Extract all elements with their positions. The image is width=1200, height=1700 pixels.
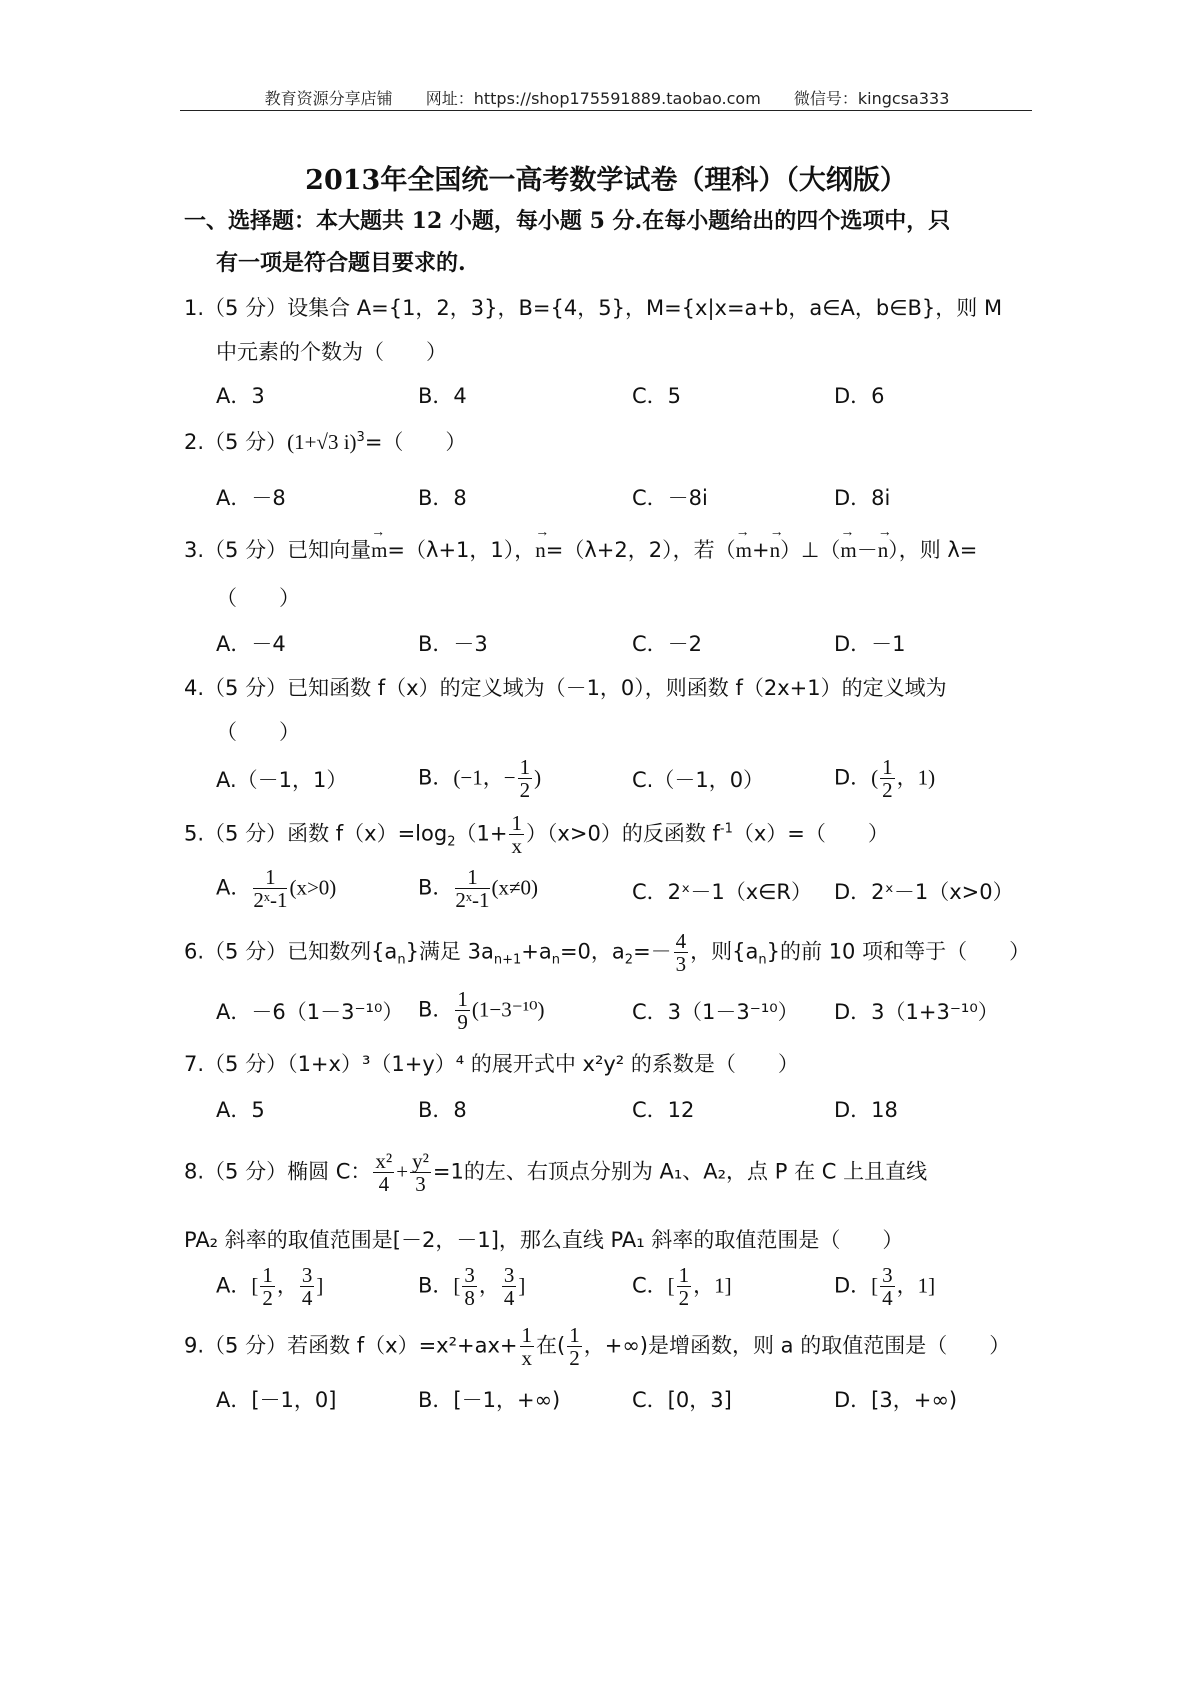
- q3-text-part: －: [856, 538, 878, 562]
- question-8-text: [184, 1150, 927, 1195]
- numerator: 1: [262, 1263, 273, 1287]
- numerator: 3: [882, 1263, 893, 1287]
- option-label: B．: [418, 875, 454, 900]
- question-1-text-cont: 中元素的个数为（ ）: [216, 340, 447, 364]
- fraction: [518, 756, 533, 801]
- question-8-options: [216, 1264, 1056, 1318]
- fraction: [260, 1264, 275, 1309]
- option-label: C．: [632, 1273, 668, 1298]
- question-8-text-cont: PA₂ 斜率的取值范围是[－2，－1]，那么直线 PA₁ 斜率的取值范围是（ ）: [184, 1228, 904, 1252]
- q6-text-part: =0，a: [559, 939, 625, 964]
- q7-option-a: A．5: [216, 1098, 265, 1122]
- q3-text-part: ）⊥（: [780, 538, 841, 562]
- q1-option-a: A．3: [216, 384, 265, 408]
- numerator: 1: [457, 987, 468, 1011]
- q2-expr: (1+√3 i): [287, 430, 357, 454]
- q4-option-b: [418, 756, 541, 801]
- numerator: 1: [519, 755, 531, 779]
- q9-option-d: D．[3，+∞): [834, 1388, 958, 1412]
- q5-option-b: [418, 866, 538, 911]
- page-header: [182, 86, 1032, 109]
- subscript: n: [397, 952, 406, 968]
- option-label: A．: [216, 1273, 252, 1298]
- vector-n: → n: [878, 538, 889, 563]
- plus-sign: +: [396, 1159, 409, 1184]
- fraction: [253, 866, 287, 911]
- fraction: [410, 1150, 431, 1195]
- q3-text-part: 3.（5 分）已知向量: [184, 538, 372, 562]
- subscript: n+1: [493, 952, 522, 968]
- q2-prefix: 2.（5 分）: [184, 430, 288, 454]
- q9-option-c: C．[0，3]: [632, 1388, 732, 1412]
- q1-option-b: B．4: [418, 384, 467, 408]
- question-3-text: [184, 534, 977, 564]
- q8-option-a: A．[ $\frac{1}{2}$ ， $\frac{3}{4}$ ]: [216, 1263, 324, 1311]
- fraction: [880, 1264, 895, 1309]
- vector-m: → m: [736, 538, 752, 563]
- denominator: 4: [301, 1286, 313, 1311]
- q6-option-c: C．3（1－3⁻¹⁰）: [632, 1000, 799, 1024]
- question-1-options: [216, 380, 1056, 420]
- q1-option-d: D．6: [834, 384, 885, 408]
- denominator: 2: [882, 778, 893, 803]
- q4-option-d: [834, 756, 935, 801]
- q2-option-b: B．8: [418, 486, 467, 510]
- option-label: B．: [418, 1273, 454, 1298]
- q5-option-d: D．2ˣ－1（x>0）: [834, 880, 1014, 904]
- q9-text-part: 在(: [536, 1333, 566, 1358]
- question-5-options: [216, 866, 1056, 920]
- fraction: [502, 1264, 517, 1309]
- shop-url: 网址：https://shop175591889.taobao.com: [425, 89, 761, 108]
- q3-option-d: D．－1: [834, 632, 906, 656]
- q7-option-c: C．12: [632, 1098, 695, 1122]
- q7-option-d: D．18: [834, 1098, 898, 1122]
- q3-option-a: A．－4: [216, 632, 286, 656]
- question-4-text: 4.（5 分）已知函数 f（x）的定义域为（－1，0），则函数 f（2x+1）的定义域为: [184, 676, 947, 700]
- q3-text-part: =（λ+2，2），若（: [545, 538, 736, 562]
- q3-option-b: B．－3: [418, 632, 488, 656]
- option-label: B．: [418, 997, 454, 1022]
- numerator: 4: [675, 929, 687, 953]
- q7-option-b: B．8: [418, 1098, 467, 1122]
- header-divider: [180, 110, 1032, 111]
- denominator: 2ˣ-1: [253, 888, 288, 913]
- numerator: 1: [882, 755, 893, 779]
- vector-n: → n: [535, 538, 546, 563]
- denominator: 4: [882, 1286, 893, 1311]
- q3-text-part: +: [751, 538, 770, 562]
- numerator: 3: [301, 1263, 313, 1287]
- q8-option-d: D．[ $\frac{3}{4}$ ，1]: [834, 1263, 936, 1311]
- denominator: 2ˣ-1: [455, 888, 490, 913]
- section-heading-line1: 一、选择题：本大题共 12 小题，每小题 5 分.在每小题给出的四个选项中，只: [184, 208, 951, 234]
- q6-option-a: A．－6（1－3⁻¹⁰）: [216, 1000, 404, 1024]
- numerator: x²: [375, 1149, 393, 1173]
- q6-option-b: [418, 988, 545, 1033]
- denominator: 3: [675, 952, 687, 977]
- log-base: 2: [447, 834, 456, 850]
- fraction: [462, 1264, 477, 1309]
- q6-text-part: +a: [521, 939, 552, 964]
- subscript: n: [551, 952, 560, 968]
- fraction: [677, 1264, 692, 1309]
- fraction: [300, 1264, 315, 1309]
- question-2-text: [184, 426, 466, 456]
- inverse-exponent: -1: [719, 821, 733, 837]
- q2-option-a: A．－8: [216, 486, 286, 510]
- q1-option-c: C．5: [632, 384, 682, 408]
- q6-text-part: =－: [633, 939, 672, 964]
- numerator: 3: [503, 1263, 515, 1287]
- q5-text-part: （1+: [455, 821, 508, 846]
- denominator: 2: [519, 778, 531, 803]
- fraction: [880, 756, 895, 801]
- question-6-text: [184, 930, 1030, 975]
- numerator: 3: [464, 1263, 475, 1287]
- question-5-text: [184, 812, 889, 857]
- q3-option-c: C．－2: [632, 632, 703, 656]
- denominator: 2: [262, 1286, 273, 1311]
- question-1-text: 1.（5 分）设集合 A={1，2，3}，B={4，5}，M={x|x=a+b，a∈A，b∈B}，则 M: [184, 296, 1003, 320]
- fraction: [373, 1150, 394, 1195]
- shop-name: 教育资源分享店铺: [264, 89, 393, 108]
- fraction: [509, 812, 524, 857]
- option-label: A．: [216, 875, 252, 900]
- question-4-text-cont: （ ）: [216, 720, 300, 744]
- q5-text-part: ）（x>0）的反函数 f: [525, 821, 720, 846]
- denominator: 3: [415, 1172, 426, 1197]
- numerator: y²: [412, 1149, 429, 1173]
- interval-close: ，1): [896, 765, 936, 790]
- q3-text-part: ），则 λ=: [888, 538, 978, 562]
- q6-text-part: }满足 3a: [405, 939, 494, 964]
- q9-text-part: ，+∞)是增函数，则 a 的取值范围是（ ）: [583, 1333, 1011, 1358]
- question-3-options: [216, 628, 1056, 668]
- denominator: x: [521, 1346, 532, 1371]
- question-7-options: [216, 1094, 1056, 1134]
- q8-option-c: C．[ $\frac{1}{2}$ ，1]: [632, 1263, 732, 1311]
- numerator: 1: [569, 1323, 580, 1347]
- question-9-options: [216, 1384, 1056, 1424]
- fraction: [520, 1324, 535, 1369]
- q4-option-c: C.（－1，0）: [632, 768, 765, 792]
- q6-text-part: }的前 10 项和等于（ ）: [766, 939, 1031, 964]
- vector-m: → m: [371, 538, 387, 563]
- q2-exp: 3: [356, 430, 365, 445]
- q9-option-a: A．[－1，0]: [216, 1388, 337, 1412]
- interval-end: 1: [714, 1273, 725, 1298]
- fraction: [455, 866, 489, 911]
- denominator: 4: [503, 1286, 515, 1311]
- q6-option-d: D．3（1+3⁻¹⁰）: [834, 1000, 999, 1024]
- q6-text-part: ，则{a: [690, 939, 759, 964]
- denominator: 9: [457, 1010, 468, 1035]
- subscript: 2: [624, 952, 634, 968]
- q2-option-d: D．8i: [834, 486, 891, 510]
- wechat-id: 微信号：kingcsa333: [793, 89, 950, 108]
- numerator: 1: [253, 866, 287, 889]
- denominator: x: [511, 834, 522, 859]
- option-label: B．: [418, 765, 454, 790]
- condition: (x≠0): [491, 875, 539, 900]
- denominator: 8: [464, 1286, 475, 1311]
- interval-open: (−1，−: [453, 765, 516, 790]
- numerator: 1: [455, 866, 489, 889]
- denominator: 2: [678, 1286, 690, 1311]
- fraction: [674, 930, 689, 975]
- numerator: 1: [521, 1323, 532, 1347]
- question-4-options: [216, 756, 1056, 806]
- q2-option-c: C．－8i: [632, 486, 708, 510]
- page-title: 2013年全国统一高考数学试卷（理科）（大纲版）: [305, 165, 907, 196]
- interval-end: 1: [917, 1273, 929, 1298]
- question-7-text: 7.（5 分）（1+x）³（1+y）⁴ 的展开式中 x²y² 的系数是（ ）: [184, 1052, 799, 1076]
- numerator: 1: [511, 811, 522, 835]
- question-2-options: [216, 482, 1056, 522]
- interval-close: ): [534, 765, 542, 790]
- subscript: n: [758, 952, 767, 968]
- fraction: [455, 988, 470, 1033]
- q9-text-part: 9.（5 分）若函数 f（x）=x²+ax+: [184, 1333, 518, 1358]
- q5-text-part: 5.（5 分）函数 f（x）=log: [184, 821, 448, 846]
- fraction: [567, 1324, 582, 1369]
- q8-text-part: =1的左、右顶点分别为 A₁、A₂，点 P 在 C 上且直线: [432, 1159, 928, 1184]
- q4-option-a: A.（－1，1）: [216, 768, 348, 792]
- expression: (1−3⁻¹⁰): [471, 997, 545, 1022]
- q8-text-part: 8.（5 分）椭圆 C：: [184, 1159, 372, 1184]
- q8-option-b: B．[ $\frac{3}{8}$ ， $\frac{3}{4}$ ]: [418, 1263, 526, 1311]
- option-label: D．: [834, 1273, 872, 1298]
- denominator: 2: [569, 1346, 580, 1371]
- q5-text-part: （x）=（ ）: [732, 821, 889, 846]
- vector-n: → n: [770, 538, 781, 563]
- question-6-options: [216, 988, 1056, 1038]
- section-heading-line2: 有一项是符合题目要求的.: [216, 250, 466, 276]
- q6-text-part: 6.（5 分）已知数列{a: [184, 939, 398, 964]
- q5-option-c: C．2ˣ－1（x∈R）: [632, 880, 813, 904]
- vector-m: → m: [840, 538, 856, 563]
- denominator: 4: [378, 1172, 390, 1197]
- q2-suffix: =（ ）: [364, 430, 467, 454]
- q9-option-b: B．[－1，+∞): [418, 1388, 561, 1412]
- question-3-text-cont: （ ）: [216, 586, 300, 610]
- option-label: D．: [834, 765, 872, 790]
- q5-option-a: [216, 866, 336, 911]
- interval-open: (: [871, 765, 879, 790]
- question-9-text: [184, 1324, 1010, 1369]
- condition: (x>0): [289, 875, 337, 900]
- numerator: 1: [678, 1263, 690, 1287]
- q3-text-part: =（λ+1，1），: [387, 538, 536, 562]
